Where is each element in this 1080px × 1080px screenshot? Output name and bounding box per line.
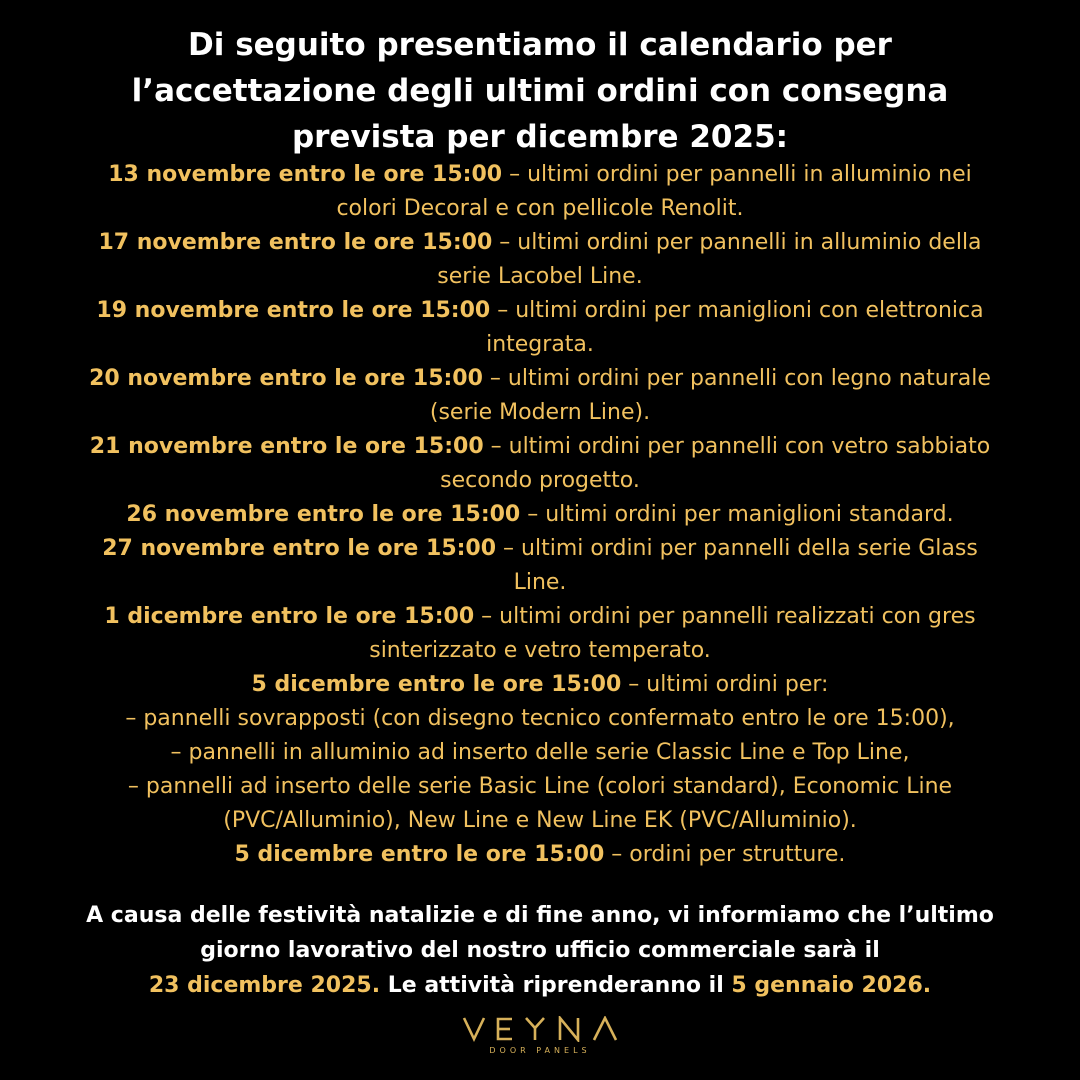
last-working-day: 23 dicembre 2025. bbox=[148, 973, 381, 998]
deadline-text-cont: secondo progetto. bbox=[440, 468, 640, 493]
deadline-item bbox=[20, 430, 1060, 498]
deadline-text: – ultimi ordini per pannelli in alluminio nei bbox=[502, 162, 972, 187]
deadline-text: – ultimi ordini per pannelli con vetro sabbiato bbox=[483, 434, 991, 459]
deadline-text: – ultimi ordini per pannelli in alluminio della bbox=[492, 230, 982, 255]
deadline-text: – ultimi ordini per maniglioni con elettronica bbox=[490, 298, 984, 323]
dec5-subitem: – pannelli ad inserto delle serie Basic Line (colori standard), Economic Line bbox=[127, 774, 953, 799]
notice-middle: Le attività riprenderanno il bbox=[380, 973, 732, 998]
deadline-text: – ultimi ordini per pannelli realizzati con gres bbox=[474, 604, 976, 629]
brand-logo bbox=[0, 1016, 1080, 1055]
headline-line-2: l’accettazione degli ultimi ordini con consegna bbox=[131, 73, 949, 109]
deadline-text: – ultimi ordini per pannelli con legno naturale bbox=[482, 366, 991, 391]
deadline-text: – ultimi ordini per: bbox=[621, 672, 829, 697]
deadline-date: 5 dicembre entro le ore 15:00 bbox=[251, 672, 622, 697]
deadline-date: 21 novembre entro le ore 15:00 bbox=[89, 434, 484, 459]
deadline-date: 5 dicembre entro le ore 15:00 bbox=[234, 842, 605, 867]
deadline-date: 19 novembre entro le ore 15:00 bbox=[96, 298, 491, 323]
deadline-date: 26 novembre entro le ore 15:00 bbox=[126, 502, 521, 527]
deadline-item bbox=[20, 362, 1060, 430]
deadline-date: 17 novembre entro le ore 15:00 bbox=[98, 230, 493, 255]
deadline-date: 13 novembre entro le ore 15:00 bbox=[108, 162, 503, 187]
deadline-text: – ultimi ordini per pannelli della serie Glass bbox=[496, 536, 978, 561]
deadline-text-cont: Line. bbox=[513, 570, 567, 595]
order-deadline-list bbox=[20, 158, 1060, 872]
notice-line-1: A causa delle festività natalizie e di fine anno, vi informiamo che l’ultimo bbox=[86, 903, 994, 928]
deadline-item bbox=[20, 668, 1060, 838]
deadline-text-cont: (serie Modern Line). bbox=[429, 400, 651, 425]
deadline-text-cont: sinterizzato e vetro temperato. bbox=[369, 638, 711, 663]
deadline-date: 1 dicembre entro le ore 15:00 bbox=[104, 604, 475, 629]
dec5-subitem: – pannelli in alluminio ad inserto delle serie Classic Line e Top Line, bbox=[170, 740, 910, 765]
deadline-text: – ultimi ordini per maniglioni standard. bbox=[520, 502, 954, 527]
deadline-item bbox=[20, 838, 1060, 872]
notice-line-2: giorno lavorativo del nostro ufficio commerciale sarà il bbox=[200, 938, 880, 963]
resume-date: 5 gennaio 2026. bbox=[731, 973, 932, 998]
deadline-item bbox=[20, 226, 1060, 294]
headline bbox=[40, 22, 1040, 160]
deadline-date: 27 novembre entro le ore 15:00 bbox=[102, 536, 497, 561]
deadline-item bbox=[20, 158, 1060, 226]
deadline-item bbox=[20, 294, 1060, 362]
deadline-text-cont: serie Lacobel Line. bbox=[437, 264, 643, 289]
logo-tagline: DOOR PANELS bbox=[489, 1046, 591, 1055]
deadline-date: 20 novembre entro le ore 15:00 bbox=[89, 366, 483, 391]
dec5-subitem: (PVC/Alluminio), New Line e New Line EK (PVC/Alluminio). bbox=[223, 808, 857, 833]
deadline-item bbox=[20, 600, 1060, 668]
holiday-notice bbox=[20, 898, 1060, 1003]
deadline-item bbox=[20, 532, 1060, 600]
veyna-logo-mark bbox=[462, 1016, 618, 1042]
deadline-text-cont: integrata. bbox=[486, 332, 594, 357]
deadline-text-cont: colori Decoral e con pellicole Renolit. bbox=[336, 196, 744, 221]
deadline-item bbox=[20, 498, 1060, 532]
dec5-subitem: – pannelli sovrapposti (con disegno tecnico confermato entro le ore 15:00), bbox=[125, 706, 955, 731]
deadline-text: – ordini per strutture. bbox=[604, 842, 846, 867]
headline-line-1: Di seguito presentiamo il calendario per bbox=[188, 27, 892, 63]
headline-line-3: prevista per dicembre 2025: bbox=[291, 119, 789, 155]
